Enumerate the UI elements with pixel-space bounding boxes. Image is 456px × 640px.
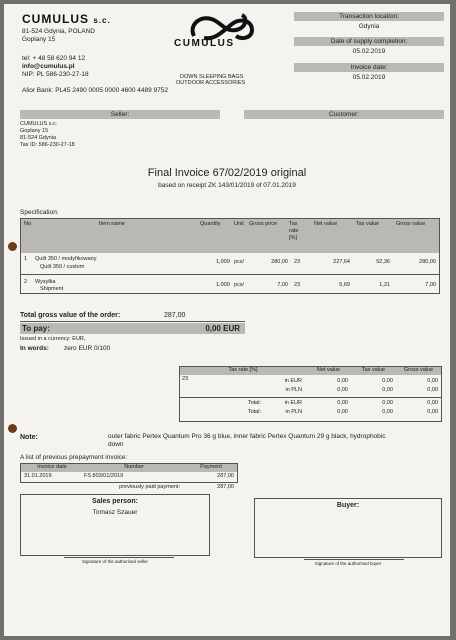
logo-word: CUMULUS [174, 38, 235, 49]
sales-person-label: Sales person: [92, 498, 138, 505]
to-pay-value: 0,00 EUR [205, 324, 240, 333]
sales-person-name: Tomasz Szauer [92, 509, 138, 516]
prev-paid-label: previously paid payment: [119, 484, 180, 490]
logo-tagline2: OUTDOOR ACCESSORIES [176, 80, 246, 86]
prepay-title: A list of previous prepayment invoice: [20, 454, 128, 461]
spec-col-gross-price: Gross price [249, 221, 278, 227]
seller-line4: Tax ID: 586-230-27-18 [20, 142, 75, 148]
company-address1: 81-524 Gdynia, POLAND [22, 28, 95, 35]
invoice-date-value: 05.02.2019 [352, 74, 386, 81]
spec-col-net: Net value [314, 221, 338, 227]
seller-line3: 81-524 Gdynia [20, 135, 57, 141]
currency-note: Issued in a currency: EUR, [20, 336, 86, 342]
spec-col-no: No [24, 221, 32, 227]
seller-label: Seller: [110, 111, 130, 118]
spec-col-tax-value: Tax value [356, 221, 380, 227]
note-text-line2: down [108, 441, 124, 448]
company-bank: Alior Bank: PL45 2490 0005 0000 4600 4489 9752 [22, 87, 169, 94]
total-gross-label: Total gross value of the order: [20, 312, 121, 319]
customer-label: Customer: [329, 111, 359, 118]
location-value: Gdynia [358, 23, 380, 30]
invoice-title: Final Invoice 67/02/2019 original [147, 167, 307, 179]
seller-signature-caption: Signature of the authorised seller [81, 559, 149, 564]
buyer-signature-caption: Signature of the authorised buyer [314, 561, 382, 566]
tax-col-net: Net value [316, 367, 341, 373]
tax-col-rate: Tax rate [%] [228, 367, 258, 373]
in-words-value: zero EUR 0/100 [64, 345, 111, 352]
supply-date-label: Date of supply completion: [330, 38, 408, 45]
seller-line1: CUMULUS s.c. [20, 121, 58, 127]
spec-col-gross: Gross value [396, 221, 426, 227]
spec-label: Specification: [20, 209, 59, 216]
prepay-col-payment: Payment [200, 464, 222, 470]
tax-col-tax: Tax value [361, 367, 386, 373]
punch-hole [8, 424, 17, 433]
company-address2: Goplany 15 [22, 36, 56, 43]
company-name: CUMULUS s.c. [22, 12, 111, 26]
spec-col-qty: Quantity [200, 221, 221, 227]
tax-col-gross: Gross value [403, 367, 434, 373]
location-label: Transaction location: [339, 13, 399, 20]
prepay-col-number: Number [124, 464, 144, 470]
company-tel: tel: + 48 58 620 94 12 [22, 55, 86, 62]
note-label: Note: [20, 434, 38, 441]
company-email: info@cumulus.pl [22, 63, 75, 70]
logo-tagline1: DOWN SLEEPING BAGS [180, 74, 244, 80]
spec-col-tax: Tax rate [%] [289, 221, 299, 241]
total-gross-value: 287,00 [164, 312, 186, 319]
in-words-label: In words: [20, 345, 49, 352]
company-nip: NIP: PL 586-230-27-18 [22, 71, 89, 78]
punch-hole [8, 242, 17, 251]
prepay-col-date: Invoice date [37, 464, 67, 470]
seller-line2: Goplany 15 [20, 128, 49, 134]
prev-paid-value: 287,00 [217, 484, 234, 490]
to-pay-label: To pay: [22, 324, 50, 333]
supply-date-value: 05.02.2019 [352, 48, 386, 55]
spec-col-unit: Unit [234, 221, 244, 227]
spec-col-name: Item name [99, 221, 125, 227]
invoice-date-label: Invoice date: [350, 64, 388, 71]
invoice-sheet: CUMULUS s.c. 81-524 Gdynia, POLAND Goplany 15 tel: + 48 58 620 94 12 info@cumulus.pl NIP: PL 586-230-27-18 Alior Bank: PL45 2490 0005 0000 4600 4489 9752 CUMULUS DOWN SLEEPING BAGS OUTDOOR ACCESSORIES Transaction location: Gdynia Date of supply completion: 05.02.2019 Invoice date: 05.02.2019 Seller: Customer: CUMULUS s.c. Goplany 15 81-524 Gdynia Tax ID: 586-230-27-18 Final Invoice 67/02/2019 original based on receipt ZK 143/01/2019 of 07.01.2019 Specification: No Item name Quantity Unit Gross price Tax rate [%] Net value Tax value Gross value 1 Quilt 350 / modyfikowany Quilt 350 / custom 1,000 pcs/ 280,00 23 227,64 52,36 280,00 2 Wysyłka Shipment 1,000 pcs/ 7,00 23 5,69 1,31 7,00 Total gross value of the order: 287,00 To pay: 0,00 EUR Issued in a currency: EUR, In words: zero EUR 0/100 Tax rate [%] Net value Tax value Gross value 23 in EUR 0,00 0,00 0,00 in PLN 0,00 0,00 0,00 Total: in EUR 0,00 0,00 0,00 Total: in PLN 0,00 0,00 0,00 Note: outer fabric Pertex Quantum Pro 36 g blue, inner fabric Pertex Quantum 29 g black, hydrophobic down A list of previous prepayment invoice: Invoice date Number Payment 31.01.2019 FS 803/01/2019 287,00 previously paid payment: 287,00 Sales person: Tomasz Szauer Signature of the authorised seller Buyer: Signature of the authorised buyer [4, 4, 450, 636]
note-text-line1: outer fabric Pertex Quantum Pro 36 g blue, inner fabric Pertex Quantum 29 g black, hydrophobic [108, 433, 386, 440]
buyer-label: Buyer: [336, 502, 360, 509]
invoice-subtitle: based on receipt ZK 143/01/2019 of 07.01.2019 [158, 182, 296, 189]
